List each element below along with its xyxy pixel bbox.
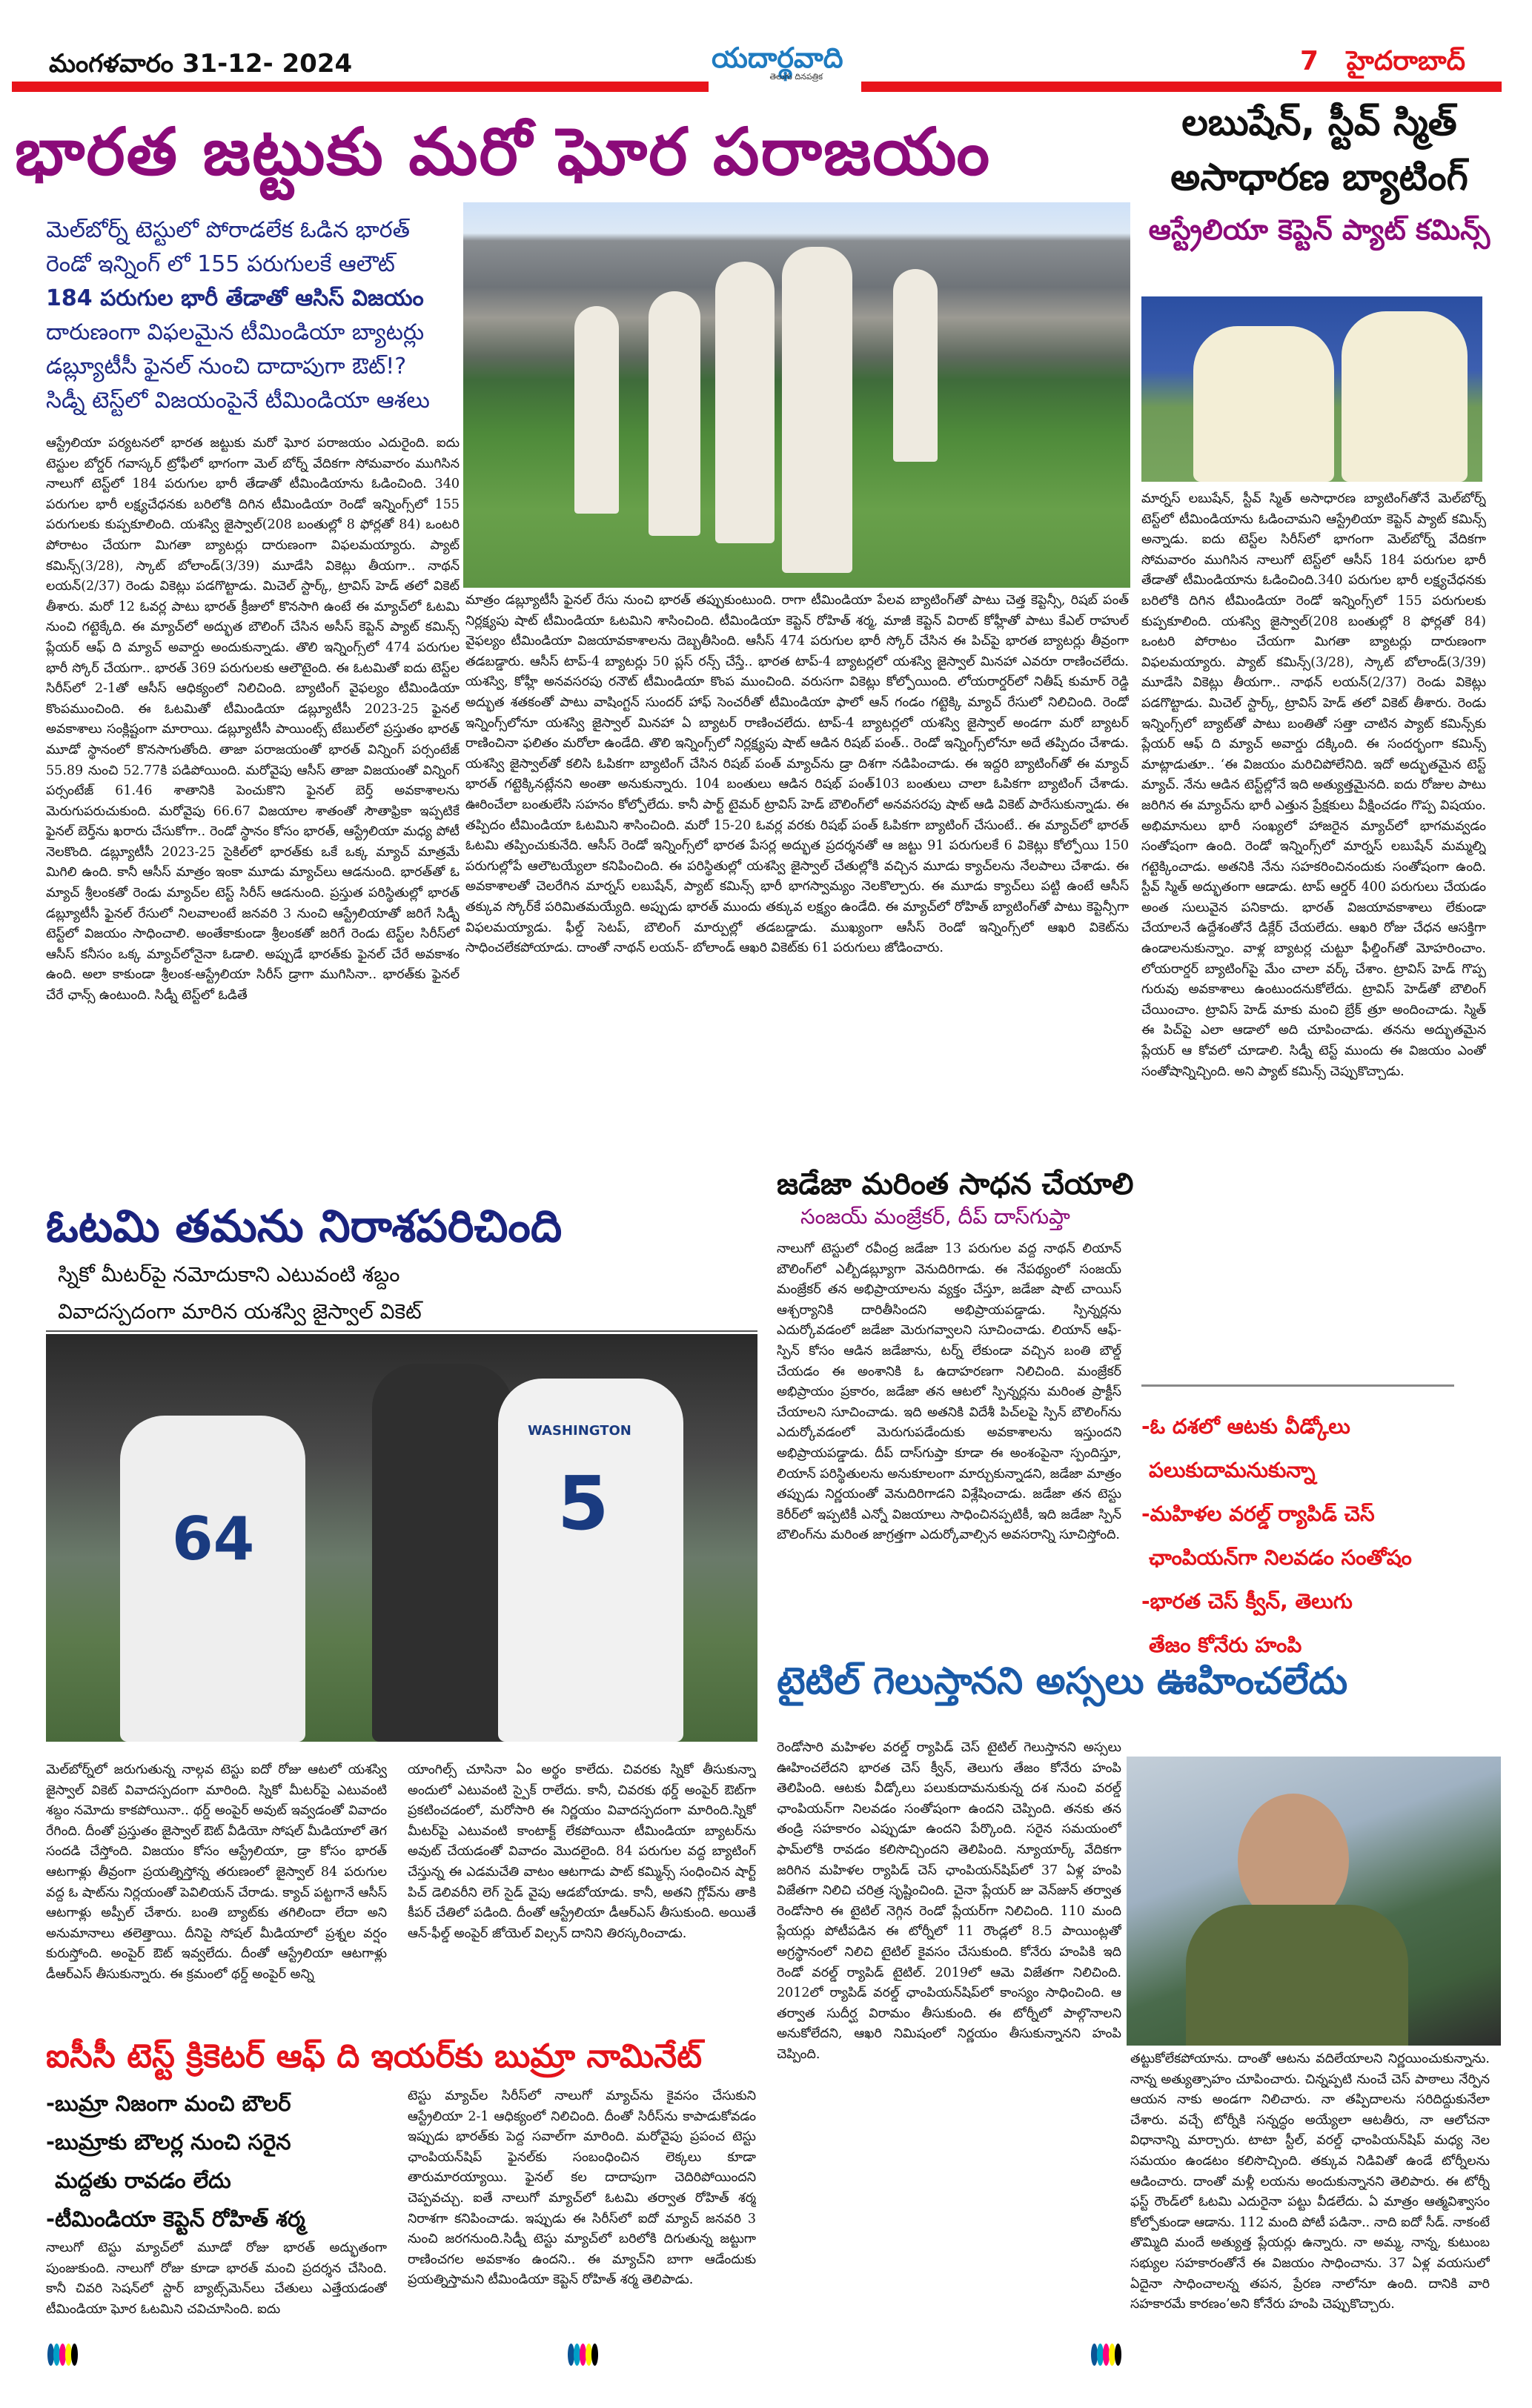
side-headline-line: అసాధారణ బ్యాటింగ్ xyxy=(1170,156,1468,199)
humpy-highlights xyxy=(1141,1404,1490,1667)
jaiswal-divider xyxy=(46,1330,757,1332)
deck-line: మెల్‌బోర్న్ టెస్టులో పోరాడలేక ఓడిన భారత్ xyxy=(46,217,410,243)
deck-line: డబ్ల్యూటీసీ ఫైనల్ నుంచి దాదాపుగా ఔట్!? xyxy=(46,354,407,379)
edition-name: హైదరాబాద్ xyxy=(1346,46,1465,76)
registration-dots xyxy=(1091,2342,1121,2367)
page-number: 7 xyxy=(1299,46,1319,76)
ink-dot xyxy=(71,2344,78,2366)
lead-headline: భారత జట్టుకు మరో ఘోర పరాజయం xyxy=(15,113,992,190)
deck-line: దారుణంగా విఫలమైన టీమిండియా బ్యాటర్లు xyxy=(46,319,425,345)
highlight-line: తేజం కోనేరు హంపి xyxy=(1149,1633,1302,1657)
logo-text: యదార్థవాది xyxy=(712,42,843,74)
registration-swatch xyxy=(1250,2342,1376,2367)
side-subhead: ఆస్ట్రేలియా కెప్టెన్ ప్యాట్ కమిన్స్ xyxy=(1148,213,1490,246)
side-body: మార్నస్ లబుషేన్, స్టీవ్ స్మిత్ అసాధారణ బ్యాటింగ్‌తోనే మెల్‌బోర్న్ టెస్ట్‌లో టీమిండియాను ఓడించామని ఆస్ట్రేలియా కెప్టెన్ ప్యాట్ కమిన్స్ అన్నాడు. ఐదు టెస్ట్‌ల సిరీస్‌లో భాగంగా మెల్‌బోర్న్ వేదికగా సోమవారం ముగిసిన నాలుగో టెస్ట్‌లో ఆసీస్ 184 పరుగుల భారీ తేడాతో టీమిండియాను ఓడించింది.340 పరుగుల భారీ లక్ష్యచేధనకు బరిలోకి దిగిన టీమిండియా రెండో ఇన్నింగ్స్‌లో 155 పరుగులకు కుప్పకూలింది. యశస్వి జైస్వాల్(208 బంతుల్లో 8 ఫోర్లతో 84) ఒంటరి పోరాటం చేయగా మిగతా బ్యాటర్లు దారుణంగా విఫలమయ్యారు. ప్యాట్ కమిన్స్(3/28), స్కాట్ బోలాండ్(3/39) మూడేసి వికెట్లు తీయగా.. నాథన్ లయన్(2/37) రెండు వికెట్లు పడగొట్టాడు. మిచెల్ స్టార్క్, ట్రావిస్ హెడ్ తలో వికెట్ తీశారు. రెండు ఇన్నింగ్స్‌లో బ్యాట్‌తో పాటు బంతితో సత్తా చాటిన ప్యాట్ కమిన్స్‌కు ప్లేయర్ ఆఫ్ ది మ్యాచ్ అవార్డు దక్కింది. ఈ సందర్భంగా కమిన్స్ మాట్లాడుతూ.. ‘ఈ విజయం మరిచిపోలేనిది. ఇదో అద్భుతమైన టెస్ట్ మ్యాచ్. నేను ఆడిన టెస్ట్‌ల్లోనే ఇది అత్యుత్తమైనది. ఐదు రోజుల పాటు జరిగిన ఈ మ్యాచ్‌ను భారీ ఎత్తున ప్రేక్షకులు వీక్షించడం గొప్ప విషయం. అభిమానులు భారీ సంఖ్యలో హాజరైన మ్యాచ్‌లో భాగమవ్వడం సంతోషంగా ఉంది. రెండో ఇన్నింగ్స్‌లో మార్నస్ లబుషేన్ మమ్మల్ని గట్టెక్కించాడు. అతనికి నేను సహకరించినందుకు సంతోషంగా ఉంది. స్టీవ్ స్మిత్ అద్భుతంగా ఆడాడు. టాప్ ఆర్డర్ 400 పరుగులు చేయడం అంత సులువైన పనికాదు. భారత్ విజయావకాశాలు లేకుండా చేయాలనే ఉద్దేశంతోనే డిక్లేర్ చేయలేదు. ఆఖరి రోజు చేధన ఆసక్తిగా ఉండాలనుకున్నాం. వాళ్ల బ్యాటర్ల చుట్టూ ఫీల్డింగ్‌తో మోహరించాం. లోయరార్డర్ బ్యాటింగ్‌పై మేం చాలా వర్క్ చేశాం. ట్రావిస్ హెడ్ గొప్ప గురువు అవకాశాలు ఉంటుందనుకోలేదు. ట్రావిస్ హెడ్‌తో బౌలింగ్ చేయించాం. ట్రావిస్ హెడ్ మాకు మంచి బ్రేక్ త్రూ అందించాడు. స్మిత్ ఈ పిచ్‌పై ఎలా ఆడాలో అది చూపించాడు. తనను అద్భుతమైన ప్లేయర్ ఆ కోవలో చూడాలి. సిడ్నీ టెస్ట్ ముందు ఈ విజయం ఎంతో సంతోషాన్నిచ్చింది. అని ప్యాట్ కమిన్స్ చెప్పుకొచ్చాడు. xyxy=(1141,491,1486,1079)
humpy-headline: టైటిల్ గెలుస్తానని అస్సలు ఊహించలేదు xyxy=(777,1659,1348,1702)
jersey-number-right: 5 xyxy=(557,1460,609,1547)
jaiswal-body-right: యాంగిల్స్ చూసినా ఏం అర్థం కాలేదు. చివరకు స్నికో తీసుకున్నా అందులో ఎటువంటి స్పైక్ రాలేదు. కానీ, చివరకు థర్డ్ అంపైర్ ఔట్‌గా ప్రకటించడంలో, మరోసారి ఈ నిర్ణయం వివాదస్పదంగా మారింది.స్నికో మీటర్‌పై ఎటువంటి కాంటాక్ట్ లేకపోయినా టీమిండియా బ్యాటర్‌ను అవుట్ చేయడంతో వివాదం మొదలైంది. 84 పరుగుల వద్ద బ్యాటింగ్ చేస్తున్న ఈ ఎడమచేతి వాటం ఆటగాడు పాట్ కమ్మిన్స్ సంధించిన షార్ట్ పిచ్ డెలివరీని లెగ్ సైడ్ వైపు ఆడబోయాడు. కానీ, అతని గ్లోవ్‌ను తాకి కీపర్ చేతిలో పడింది. దీంతో ఆస్ట్రేలియా డీఆర్ఎస్ తీసుకుంది. అయితే ఆన్-ఫీల్డ్ అంపైర్ జోయెల్ విల్సన్ దానిని తిరస్కరించాడు. xyxy=(408,1762,756,1941)
bumrah-body-right: టెస్టు మ్యాచ్‌ల సిరీస్‌లో నాలుగో మ్యాచ్‌ను కైవసం చేసుకుని ఆస్ట్రేలియా 2-1 ఆధిక్యంలో నిలిచింది. దీంతో సిరీస్‌ను కాపాడుకోవడం ఇప్పుడు భారత్‌కు పెద్ద సవాల్‌గా మారింది. మరోవైపు ప్రపంచ టెస్టు ఛాంపియన్‌షిప్ ఫైనల్‌కు సంబంధించిన లెక్కలు కూడా తారుమారయ్యాయి. ఫైనల్ కల దాదాపుగా చెదిరిపోయిందని చెప్పవచ్చు. ఐతే నాలుగో మ్యాచ్‌లో ఓటమి తర్వాత రోహిత్ శర్మ నిరాశగా కనిపించాడు. ఇప్పుడు ఈ సిరీస్‌లో ఐదో మ్యాచ్ జనవరి 3 నుంచి జరగనుంది.సిడ్నీ టెస్టు మ్యాచ్‌లో బరిలోకి దిగుతున్న జట్టుగా రాణించగల అవకాశం ఉందని.. ఈ మ్యాచ్‌ని బాగా ఆడేందుకు ప్రయత్నిస్తామని టీమిండియా కెప్టెన్ రోహిత్ శర్మ తెలిపాడు. xyxy=(408,2089,756,2288)
koneru-humpy-photo xyxy=(1127,1757,1501,2046)
jaiswal-umpire-photo xyxy=(46,1334,757,1742)
side-headline xyxy=(1134,95,1505,205)
highlight-line: ఛాంపియన్‌గా నిలవడం సంతోషం xyxy=(1149,1545,1412,1570)
lead-body-left: ఆస్ట్రేలియా పర్యటనలో భారత జట్టుకు మరో ఘోర పరాజయం ఎదురైంది. ఐదు టెస్టుల బోర్డర్ గవాస్కర్ ట్రోఫీలో భాగంగా మెల్ బోర్న్ వేదికగా సోమవారం ముగిసిన నాలుగో టెస్ట్‌లో 184 పరుగుల భారీ తేడాతో టీమిండియాను ఓడించింది. 340 పరుగుల భారీ లక్ష్యచేధనకు బరిలోకి దిగిన టీమిండియా రెండో ఇన్నింగ్స్‌లో 155 పరుగులకు కుప్పకూలింది. యశస్వి జైస్వాల్(208 బంతుల్లో 8 ఫోర్లతో 84) ఒంటరి పోరాటం చేయగా మిగతా బ్యాటర్లు దారుణంగా విఫలమయ్యారు. ప్యాట్ కమిన్స్(3/28), స్కాట్ బోలాండ్(3/39) మూడేసి వికెట్లు తీయగా.. నాథన్ లయన్(2/37) రెండు వికెట్లు పడగొట్టాడు. మిచెల్ స్టార్క్, ట్రావిస్ హెడ్ తలో వికెట్ తీశారు. మరో 12 ఓవర్ల పాటు భారత్ క్రీజులో కొనసాగి ఉంటే ఈ మ్యాచ్‌లో ఓటమి నుంచి గట్టెక్కేది. ఈ మ్యాచ్‌లో అద్భుత బౌలింగ్ చేసిన అసీస్ కెప్టెన్ ప్యాట్ కమిన్స్ ప్లేయర్ ఆఫ్ ది మ్యాచ్ అవార్డు అందుకున్నాడు. తొలి ఇన్నింగ్స్‌లో 474 పరుగుల భారీ స్కోర్ చేయగా.. భారత్ 369 పరుగులకు ఆలౌటైంది. ఈ ఓటమితో ఐదు టెస్ట్‌ల సిరీస్‌లో 2-1తో ఆసీస్ ఆధిక్యంలో నిలిచింది. బ్యాటింగ్ వైఫల్యం టీమిండియా కొంపముంచింది. ఈ ఓటమితో టీమిండియా డబ్ల్యూటీసీ 2023-25 ఫైనల్ అవకాశాలు సంక్లిష్టంగా మారాయి. డబ్ల్యూటీసీ పాయింట్స్ టేబుల్‌లో ప్రస్తుతం భారత్ మూడో స్థానంలో కొనసాగుతోంది. తాజా పరాజయంతో భారత్ విన్నింగ్ పర్సంటేజ్ 55.89 నుంచి 52.77కి పడిపోయింది. మరోవైపు ఆసీస్ తాజా విజయంతో విన్నింగ్ పర్సంటేజ్ 61.46 శాతానికి పెంచుకొని ఫైనల్ బెర్త్ అవకాశాలను మెరుగుపరుచుకుంది. మరోవైపు 66.67 విజయాల శాతంతో సౌతాఫ్రికా ఇప్పటికే ఫైనల్ బెర్త్‌ను ఖరారు చేసుకోగా.. రెండో స్థానం కోసం భారత్, ఆస్ట్రేలియా మధ్య పోటీ నెలకొంది. డబ్ల్యూటీసీ 2023-25 సైకిల్‌లో భారత్‌కు ఒకే ఒక్క మ్యాచ్ మాత్రమే మిగిలి ఉంది. కానీ ఆసీస్ మాత్రం ఇంకా మూడు మ్యాచ్‌లు ఆడనుంది. భారత్‌తో ఓ మ్యాచ్ శ్రీలంకతో రెండు మ్యాచ్‌ల టెస్ట్ సిరీస్ ఆడనుంది. ప్రస్తుత పరిస్థితుల్లో భారత్ డబ్ల్యూటీసీ ఫైనల్ రేసులో నిలవాలంటే జనవరి 3 నుంచి ఆస్ట్రేలియాతో జరిగే సిడ్నీ టెస్ట్‌లో విజయం సాధించాలి. అంతేకాకుండా శ్రీలంకతో జరిగే రెండు టెస్ట్‌ల సిరీస్‌లో ఆసీస్ కనీసం ఒక్క మ్యాచ్‌లోనైనా ఓడాలి. అప్పుడే భారత్‌కు ఫైనల్ చేరే అవకాశం ఉంది. అలా కాకుండా శ్రీలంక-ఆస్ట్రేలియా సిరీస్ డ్రాగా ముగిసినా.. భారత్‌కు ఫైనల్ చేరే ఛాన్స్ ఉంటుంది. సిడ్నీ టెస్ట్‌లో ఓడితే xyxy=(46,436,460,1004)
jersey-number-left: 64 xyxy=(172,1505,255,1573)
jadeja-byline: సంజయ్ మంజ్రేకర్, దీప్ దాస్‌గుప్తా xyxy=(800,1204,1070,1229)
side-divider xyxy=(1141,1384,1454,1387)
jaiswal-subhead xyxy=(58,1256,422,1330)
registration-swatch xyxy=(223,2342,359,2367)
issue-date: మంగళవారం 31-12- 2024 xyxy=(49,49,353,79)
bullet-line: -బుమ్రాకు బౌలర్ల నుంచి సరైన xyxy=(46,2129,291,2155)
jaiswal-subhead-line: వివాదస్పదంగా మారిన యశస్వి జైస్వాల్ వికెట్ xyxy=(58,1299,422,1324)
highlight-line: పలుకుదామనుకున్నా xyxy=(1149,1458,1316,1482)
smith-labuschagne-photo xyxy=(1141,296,1482,482)
deck-line: సిడ్నీ టెస్ట్‌లో విజయంపైనే టీమిండియా ఆశలు xyxy=(46,388,430,414)
humpy-body-right: తట్టుకోలేకపోయాను. దాంతో ఆటను వదిలేయాలని నిర్ణయించుకున్నాను. నాన్న అత్యుత్సాహం చూపించారు. చిన్నప్పటి నుంచే చెస్ పాఠాలు నేర్పిన ఆయన నాకు అండగా నిలిచారు. నా తప్పిదాలను సరిదిద్దుకునేలా చేశారు. వచ్చే టోర్నీకి సన్నద్ధం అయ్యేలా ఆటతీరు, నా ఆలోచనా విధానాన్ని మార్చారు. టాటా స్టీల్, వరల్డ్ ఛాంపియన్‌షిప్ మధ్య నెల సమయం ఉండటం కలిసొచ్చింది. తక్కువ నిడివితో ఉండే టోర్నీలను ఆడించారు. దాంతో మళ్లీ లయను అందుకున్నానని తెలిపారు. ఈ టోర్నీ ఫస్ట్ రౌండ్‌లో ఓటమి ఎదురైనా పట్టు వీడలేదు. ఏ మాత్రం ఆత్మవిశ్వాసం కోల్పోకుండా ఆడాను. 112 మంది పోటీ పడినా.. నాది ఐదో సీడ్. నాకంటే తొమ్మిది మందే అత్యుత్త ప్లేయర్లు ఉన్నారు. నా అమ్మ, నాన్న, కుటుంబ సభ్యుల సహకారంతోనే ఈ విజయం సాధించాను. 37 ఏళ్ల వయసులో ఏదైనా సాధించాలన్న తపన, ప్రేరణ నాలోనూ ఉంది. దానికి వారి సహకారమే కారణం’అని కోనేరు హంపి చెప్పుకొచ్చారు. xyxy=(1130,2052,1490,2312)
page-edition xyxy=(1300,46,1465,83)
registration-dots xyxy=(47,2342,77,2367)
bullet-line: మద్దతు రావడం లేదు xyxy=(55,2168,231,2193)
deck-line: రెండో ఇన్నింగ్ లో 155 పరుగులకే ఆలౌట్ xyxy=(46,251,395,277)
jadeja-body: నాలుగో టెస్టులో రవీంద్ర జడేజా 13 పరుగుల వద్ద నాథన్ లియాన్ బౌలింగ్‌లో ఎల్బీడబ్ల్యూగా వెనుదిరిగాడు. ఈ నేపథ్యంలో సంజయ్ మంజ్రేకర్ తన అభిప్రాయాలను వ్యక్తం చేస్తూ, జడేజా షాట్ చాయిస్ ఆశ్చర్యానికి దారితీసిందని అభిప్రాయపడ్డాడు. స్పిన్నర్లను ఎదుర్కోవడంలో జడేజా మెరుగవ్వాలని సూచించాడు. లియాన్ ఆఫ్-స్పిన్ కోసం ఆడిన జడేజాను, టర్న్ లేకుండా వచ్చిన బంతి బౌల్డ్ చేయడం ఈ అంశానికి ఓ ఉదాహరణగా నిలిచింది. మంజ్రేకర్ అభిప్రాయం ప్రకారం, జడేజా తన ఆటలో స్పిన్నర్లను మరింత ప్రాక్టీస్ చేయాలని సూచించాడు. ఇది అతనికి విదేశీ పిచ్‌లపై స్పిన్ బౌలింగ్‌ను ఎదుర్కోవడంలో మెరుగుపడేందుకు అవకాశాలను ఇస్తుందని అభిప్రాయపడ్డాడు. దీప్ దాస్‌గుప్తా కూడా ఈ అంశంపైనా స్పందిస్తూ, లియాన్ పరిస్థితులను అనుకూలంగా మార్చుకున్నాడని, జడేజా మాత్రం తప్పుడు నిర్ణయంతో వెనుదిరిగాడని విశ్లేషించాడు. జడేజా తన టెస్టు కెరీర్‌లో ఇప్పటికీ ఎన్నో విజయాలు సాధించినప్పటికీ, ఇది జడేజా స్పిన్ బౌలింగ్‌ను మరింత జాగ్రత్తగా ఎదుర్కోవాల్సిన అవసరాన్ని సూచిస్తోంది. xyxy=(777,1241,1121,1543)
lead-deck xyxy=(46,213,461,418)
stadium-celebration-photo xyxy=(463,202,1130,588)
masthead-rule-left xyxy=(12,82,709,92)
jaiswal-headline: ఓటమి తమను నిరాశపరిచింది xyxy=(46,1201,563,1253)
bumrah-bullets xyxy=(46,2084,387,2238)
deck-line: 184 పరుగుల భారీ తేడాతో ఆసిస్ విజయం xyxy=(46,285,424,311)
bumrah-body-left: నాలుగో టెస్టు మ్యాచ్‌లో మూడో రోజు భారత్ అద్భుతంగా పుంజుకుంది. నాలుగో రోజు కూడా భారత్ మంచి ప్రదర్శన చేసింది. కానీ చివరి సెషన్‌లో స్టార్ బ్యాట్స్‌మెన్‌లు చేతులు ఎత్తేయడంతో టీమిండియా ఘోర ఓటమిని చవిచూసింది. ఐదు xyxy=(46,2240,387,2317)
logo-tagline: తెలుగు దినపత్రిక xyxy=(769,72,823,82)
side-headline-line: లబుషేన్, స్టీవ్ స్మిత్ xyxy=(1181,101,1457,144)
jadeja-headline: జడేజా మరింత సాధన చేయాలి xyxy=(777,1167,1134,1201)
bullet-line: -టీమిండియా కెప్టెన్ రోహిత్ శర్మ xyxy=(46,2206,305,2232)
newspaper-logo[interactable] xyxy=(712,42,843,82)
bumrah-headline: ఐసీసీ టెస్ట్ క్రికెటర్ ఆఫ్ ది ఇయర్‌కు బుమ్రా నామినేట్ xyxy=(46,2037,703,2075)
jaiswal-subhead-line: స్నికో మీటర్‌పై నమోదుకాని ఎటువంటి శబ్దం xyxy=(58,1262,400,1287)
highlight-line: -ఓ దశలో ఆటకు వీడ్కోలు xyxy=(1141,1414,1350,1439)
bullet-line: -బుమ్రా నిజంగా మంచి బౌలర్ xyxy=(46,2091,291,2116)
registration-swatch xyxy=(762,2342,898,2367)
jaiswal-body-left: మెల్‌బోర్న్‌లో జరుగుతున్న నాల్గవ టెస్టు ఐదో రోజు ఆటలో యశస్వి జైస్వాల్ వికెట్ వివాదస్పదంగా మారింది. స్నికో మీటర్‌పై ఎటువంటి శబ్దం నమోదు కాకపోయినా.. థర్డ్ అంపైర్ అవుట్ ఇవ్వడంతో వివాదం రేగింది. దీంతో ప్రస్తుతం జైస్వాల్ ఔట్ వీడియో సోషల్ మీడియాలో తెగ సందడి చేస్తోంది. విజయం కోసం ఆస్ట్రేలియా, డ్రా కోసం భారత్ ఆటగాళ్లు తీవ్రంగా ప్రయత్నిస్తోన్న తరుణంలో జైస్వాల్ 84 పరుగుల వద్ద ఓ షాట్‌ను నిర్లయంతో పెవిలియన్ చేరాడు. క్యాచ్ పట్టగానే ఆసీస్ ఆటగాళ్లు అప్పీల్ చేశారు. బంతి బ్యాట్‌కు తగిలిందా లేదా అని అనుమానాలు తలెత్తాయి. దీనిపై సోషల్ మీడియాలో ప్రశ్నల వర్షం కురుస్తోంది. అంపైర్ ఔట్ ఇవ్వలేదు. దీంతో ఆస్ట్రేలియా ఆటగాళ్లు డీఆర్ఎస్ తీసుకున్నారు. ఈ క్రమంలో థర్డ్ అంపైర్ అన్ని xyxy=(46,1762,387,1982)
jersey-name-right: WASHINGTON xyxy=(528,1423,631,1439)
highlight-line: -భారత చెస్ క్వీన్, తెలుగు xyxy=(1141,1589,1353,1613)
highlight-line: -మహిళల వరల్డ్ ర్యాపిడ్ చెస్ xyxy=(1141,1502,1375,1526)
masthead-rule-right xyxy=(861,82,1502,92)
lead-body-right: మాత్రం డబ్ల్యూటీసీ ఫైనల్ రేసు నుంచి భారత్ తప్పుకుంటుంది. రాగా టీమిండియా పేలవ బ్యాటింగ్‌తో పాటు చెత్త కెప్టెన్సీ, రిషబ్ పంత్ నిర్లక్ష్యపు షాట్ టీమిండియా ఓటమిని శాసించింది. టీమిండియా కెప్టెన్ రోహిత్ శర్మ, మాజీ కెప్టెన్ విరాట్ కోహ్లీతో పాటు కేఎల్ రాహుల్ వైఫల్యం టీమిండియా విజయావకాశాలను దెబ్బతీసింది. ఆసీస్ 474 పరుగుల భారీ స్కోర్ చేసిన ఈ పిచ్‌పై భారత బ్యాటర్లు తీవ్రంగా తడబడ్డారు. ఆసీస్ టాప్-4 బ్యాటర్లు 50 ప్లస్ రన్స్ చేస్తే.. భారత టాప్-4 బ్యాటర్లలో యశస్వి జైస్వాల్ మినహా ఎవరూ రాణించలేదు. యశస్వి, కోహ్లీ అనవసరపు రనౌట్ టీమిండియా కొంప ముంచింది. వరుసగా వికెట్లు కోల్పోయింది. లోయరార్డర్‌లో నితీష్ కుమార్ రెడ్డి అద్భుత శతకంతో పాటు వాషింగ్టన్ సుందర్ హాఫ్ సెంచరీతో టీమిండియా ఫాలో ఆన్ గండం గట్టెక్కి మ్యాచ్ రేసులో నిలిచింది. రెండో ఇన్నింగ్స్‌లోనూ యశస్వి జైస్వాల్ మినహా ఏ బ్యాటర్ రాణించలేదు. టాప్-4 బ్యాటర్లలో యశస్వి జైస్వాల్ అండగా మరో బ్యాటర్ రాణించినా ఫలితం మరోలా ఉండేది. తొలి ఇన్నింగ్స్‌లో నిర్లక్ష్యపు షాట్ ఆడిన రిషబ్ పంత్.. రెండో ఇన్నింగ్స్‌లోనూ అదే తప్పిదం చేశాడు. యశస్వి జైస్వాల్‌తో కలిసి ఓపికగా బ్యాటింగ్ చేసిన రిషబ్ పంత్ మ్యాచ్‌ను డ్రా దిశగా నడిపించాడు. ఈ ఇద్దరి బ్యాటింగ్‌తో ఈ మ్యాచ్ భారత్ గట్టెక్కినట్లేనని అంతా అనుకున్నారు. 104 బంతులు ఆడిన రిషభ్ పంత్103 బంతులు చాలా ఓపికగా బ్యాటింగ్ చేశాడు. ఊరించేలా బంతులేసి సహనం కోల్పోలేదు. కానీ పార్ట్ టైమర్ ట్రావిస్ హెడ్ బౌలింగ్‌లో అనవసరపు షాట్ ఆడి వికెట్ పారేసుకున్నాడు. ఈ తప్పిదం టీమిండియా ఓటమిని శాసించింది. మరో 15-20 ఓవర్ల వరకు రిషభ్ పంత్ ఓపికగా బ్యాటింగ్ చేసుంటే.. ఈ మ్యాచ్‌లో భారత్ ఓటమి తప్పించుకునేది. ఆసీస్ రెండో ఇన్నింగ్స్‌లో భారత పేసర్ల అద్భుత ప్రదర్శనతో ఆ జట్టు 91 పరుగులకే 6 వికెట్లు కోల్పోయి 150 పరుగుల్లోపే ఆలౌటయ్యేలా కనిపించింది. ఈ పరిస్థితుల్లో యశస్వి జైస్వాల్ చేతుల్లోకి వచ్చిన మూడు క్యాచ్‌లను నేలపాలు చేశాడు. ఈ అవకాశాలతో చెలరేగిన మార్నస్ లబుషేన్, ప్యాట్ కమిన్స్ భారీ భాగస్వామ్యం నెలకొల్పారు. ఈ మూడు క్యాచ్‌లు పట్టి ఉంటే ఆసీస్ తక్కువ స్కోర్‌కే పరిమితమయ్యేది. అప్పుడు భారత్ ముందు తక్కువ లక్ష్యం ఉండేది. ఈ మ్యాచ్‌లో రోహిత్ బ్యాటింగ్‌తో పాటు కెప్టెన్సీగా విఫలమయ్యాడు. ఫీల్డ్ సెటప్, బౌలింగ్ మార్పుల్లో తడబడ్డాడు. ముఖ్యంగా ఆసీస్ రెండో ఇన్నింగ్స్‌లో ఆఖరి వికెట్‌ను సాధించలేకపోయాడు. దాంతో నాథన్ లయన్- బోలాండ్ ఆఖరి వికెట్‌కు 61 పరుగులు జోడించారు. xyxy=(465,593,1129,956)
registration-dots xyxy=(568,2342,597,2367)
humpy-body-left: రెండోసారి మహిళల వరల్డ్ ర్యాపిడ్ చెస్ టైటిల్ గెలుస్తానని అస్సలు ఊహించలేదని భారత చెస్ క్వీన్, తెలుగు తేజం కోనేరు హంపి తెలిపింది. ఆటకు వీడ్కోలు పలుకుదామనుకున్న దశ నుంచి వరల్డ్ ఛాంపియన్‌గా నిలవడం సంతోషంగా ఉందని చెప్పింది. తనకు తన తండ్రి సహకారం ఎప్పుడూ ఉందని పేర్కొంది. సరైన సమయంలో ఫామ్‌లోకి రావడం కలిసొచ్చిందని తెలిపింది. న్యూయార్క్ వేదికగా జరిగిన మహిళల ర్యాపిడ్ చెస్ ఛాంపియన్‌షిప్‌లో 37 ఏళ్ల హంపి విజేతగా నిలిచి చరిత్ర సృష్టించింది. చైనా ప్లేయర్ జు వెన్‌జున్ తర్వాత రెండోసారి ఈ టైటిల్ నెగ్గిన రెండో ప్లేయర్‌గా నిలిచింది. 110 మంది ప్లేయర్లు పోటీపడిన ఈ టోర్నీలో 11 రౌండ్లలో 8.5 పాయింట్లతో అగ్రస్థానంలో నిలిచి టైటిల్ కైవసం చేసుకుంది. కోనేరు హంపికి ఇది రెండో వరల్డ్ ర్యాపిడ్ టైటిల్. 2019లో ఆమె విజేతగా నిలిచింది. 2012లో ర్యాపిడ్ వరల్డ్ ఛాంపియన్‌షిప్‌లో కాంస్యం సాధించింది. ఆ తర్వాత సుదీర్ఘ విరామం తీసుకుంది. ఈ టోర్నీలో పాల్గొనాలని అనుకోలేదని, ఆఖరి నిమిషంలో నిర్ణయం తీసుకున్నానని హంపి చెప్పింది. xyxy=(777,1740,1121,2062)
